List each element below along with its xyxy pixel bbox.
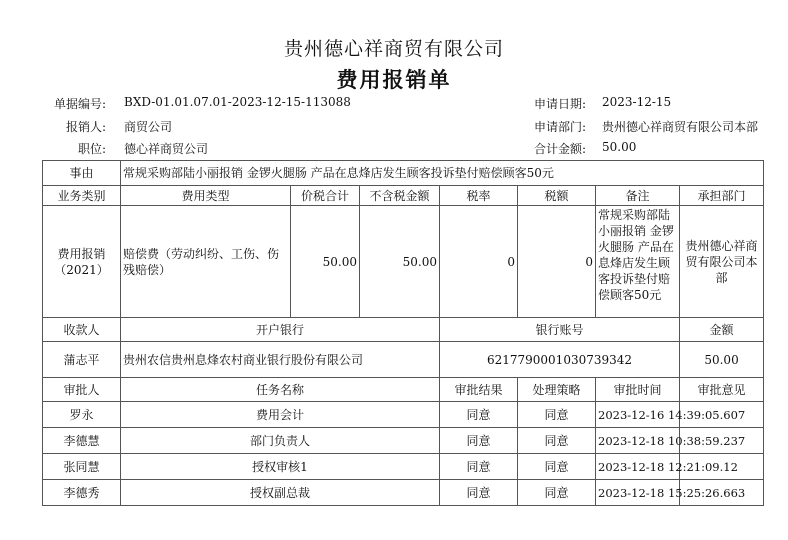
approval-strategy: 同意 [518,480,596,506]
approval-strategy: 同意 [518,454,596,480]
col-header-approver: 审批人 [43,378,121,402]
reporter-label: 报销人: [65,120,106,134]
apply-date-value: 2023-12-15 [602,95,672,109]
reporter-value: 商贸公司 [124,120,173,134]
matter-label: 事由 [43,161,121,186]
approval-time: 2023-12-18 15:25:26.663 [596,480,680,506]
approval-row [43,402,764,428]
col-header-task: 任务名称 [121,378,440,402]
payee-name: 蒲志平 [43,342,121,378]
doc-no-label: 单据编号: [53,97,106,111]
apply-date-label: 申请日期: [533,97,586,111]
approval-result: 同意 [440,480,518,506]
company-name: 贵州德心祥商贸有限公司 [283,38,504,60]
approver-name: 李德慧 [43,428,121,454]
matter-row [43,161,764,186]
approval-result: 同意 [440,454,518,480]
apply-dept-value: 贵州德心祥商贸有限公司本部 [602,120,759,134]
approval-row [43,480,764,506]
col-header-category: 业务类别 [43,186,121,206]
apply-dept-label: 申请部门: [533,120,586,134]
expense-category: 费用报销（2021） [43,206,121,318]
doc-no-value: BXD-01.01.07.01-2023-12-15-113088 [124,95,351,109]
approval-row [43,454,764,480]
col-header-net: 不含税金额 [360,186,440,206]
payee-amount: 50.00 [680,342,764,378]
payee-row [43,342,764,378]
expense-rate: 0 [440,206,518,318]
col-header-account: 银行账号 [440,318,680,342]
approval-result: 同意 [440,402,518,428]
col-header-tax: 税额 [518,186,596,206]
document-title: 费用报销单 [336,67,452,92]
approver-name: 张同慧 [43,454,121,480]
position-value: 德心祥商贸公司 [124,142,209,156]
expense-header-row [43,186,764,206]
total-label: 合计金额: [533,142,586,156]
col-header-type: 费用类型 [121,186,291,206]
col-header-result: 审批结果 [440,378,518,402]
expense-total: 50.00 [291,206,360,318]
approval-row [43,428,764,454]
col-header-total: 价税合计 [291,186,360,206]
expense-net: 50.00 [360,206,440,318]
col-header-opinion: 审批意见 [680,378,764,402]
col-header-dept: 承担部门 [680,186,764,206]
expense-dept: 贵州德心祥商贸有限公司本部 [680,206,764,318]
reimbursement-table [42,160,764,506]
approval-time: 2023-12-16 14:39:05.607 [596,402,680,428]
col-header-note: 备注 [596,186,680,206]
expense-type: 赔偿费（劳动纠纷、工伤、伤残赔偿） [121,206,291,318]
col-header-time: 审批时间 [596,378,680,402]
approval-header-row [43,378,764,402]
total-value: 50.00 [602,140,637,154]
col-header-payee: 收款人 [43,318,121,342]
col-header-rate: 税率 [440,186,518,206]
approval-time: 2023-12-18 10:38:59.237 [596,428,680,454]
task-name: 授权副总裁 [121,480,440,506]
approval-strategy: 同意 [518,428,596,454]
col-header-bank: 开户银行 [121,318,440,342]
col-header-amount: 金额 [680,318,764,342]
approval-result: 同意 [440,428,518,454]
matter-text: 常规采购部陆小丽报销 金锣火腿肠 产品在息烽店发生顾客投诉垫付赔偿顾客50元 [121,161,764,186]
task-name: 部门负责人 [121,428,440,454]
approver-name: 李德秀 [43,480,121,506]
task-name: 费用会计 [121,402,440,428]
position-label: 职位: [77,142,106,156]
approver-name: 罗永 [43,402,121,428]
payee-header-row [43,318,764,342]
expense-row [43,206,764,318]
approval-strategy: 同意 [518,402,596,428]
approval-time: 2023-12-18 12:21:09.12 [596,454,680,480]
task-name: 授权审核1 [121,454,440,480]
payee-bank: 贵州农信贵州息烽农村商业银行股份有限公司 [121,342,440,378]
expense-note: 常规采购部陆小丽报销 金锣火腿肠 产品在息烽店发生顾客投诉垫付赔偿顾客50元 [596,206,680,318]
expense-tax: 0 [518,206,596,318]
payee-account: 6217790001030739342 [440,342,680,378]
col-header-strategy: 处理策略 [518,378,596,402]
